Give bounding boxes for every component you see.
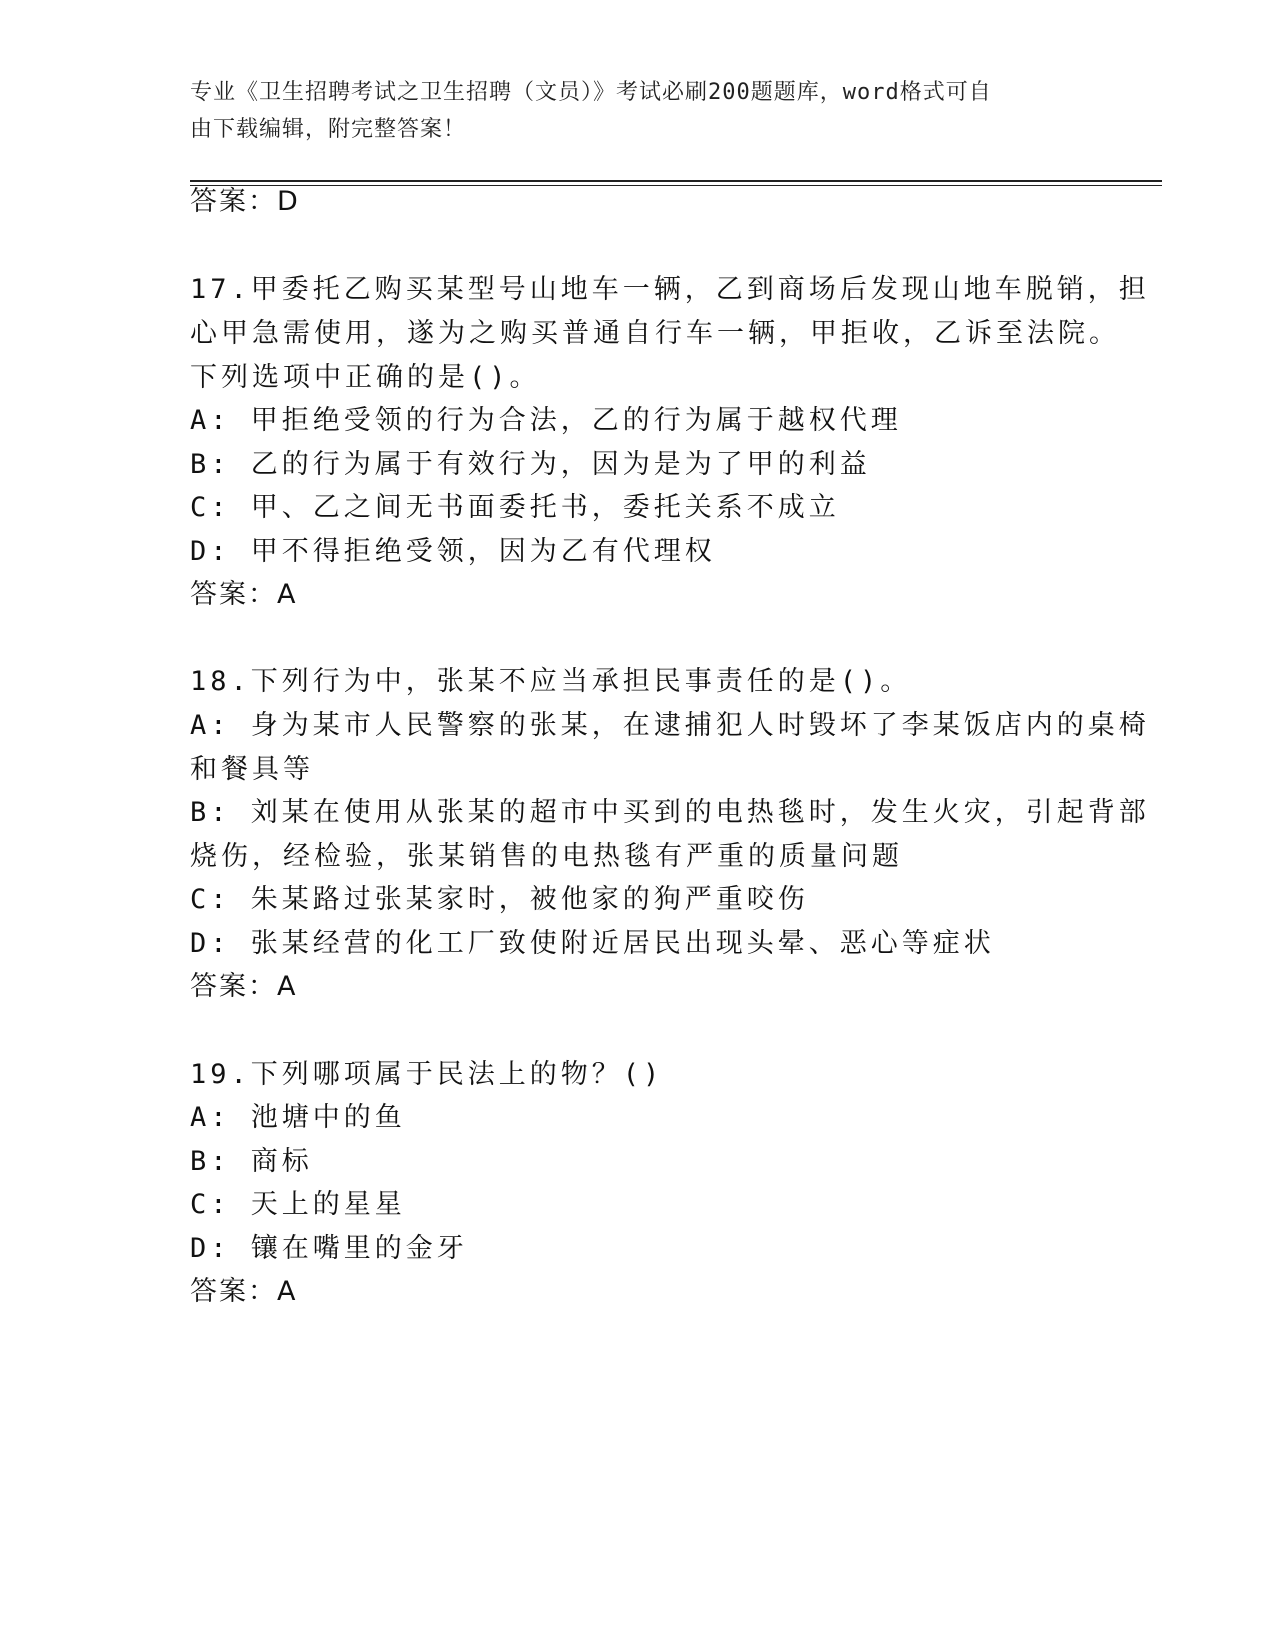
question-19-option-b: B: 商标	[190, 1146, 313, 1177]
question-18-option-c: C: 朱某路过张某家时，被他家的狗严重咬伤	[190, 884, 809, 915]
header-divider-thick	[190, 180, 1162, 182]
question-19-option-d: D: 镶在嘴里的金牙	[190, 1233, 468, 1264]
question-19-answer: 答案：A	[190, 1276, 298, 1307]
question-18-option-b: B: 刘某在使用从张某的超市中买到的电热毯时，发生火灾，引起背部	[190, 797, 1150, 828]
question-17-answer: 答案：A	[190, 579, 298, 610]
question-18-option-a-cont: 和餐具等	[190, 754, 314, 785]
question-17-option-d: D: 甲不得拒绝受领，因为乙有代理权	[190, 536, 716, 567]
question-18-option-d: D: 张某经营的化工厂致使附近居民出现头晕、恶心等症状	[190, 928, 995, 959]
question-18-option-a: A: 身为某市人民警察的张某，在逮捕犯人时毁坏了李某饭店内的桌椅	[190, 710, 1150, 741]
previous-answer: 答案：D	[190, 186, 300, 217]
question-18-line-1: 18.下列行为中，张某不应当承担民事责任的是()。	[190, 666, 912, 697]
header-line-1: 专业《卫生招聘考试之卫生招聘（文员）》考试必刷200题题库，word格式可自	[190, 80, 992, 105]
question-17-line-1: 17.甲委托乙购买某型号山地车一辆，乙到商场后发现山地车脱销，担	[190, 274, 1150, 305]
question-17-option-a: A: 甲拒绝受领的行为合法，乙的行为属于越权代理	[190, 405, 902, 436]
question-17-line-3: 下列选项中正确的是()。	[190, 362, 541, 393]
question-19-option-c: C: 天上的星星	[190, 1189, 406, 1220]
header-line-2: 由下载编辑，附完整答案！	[190, 117, 467, 142]
question-19-line-1: 19.下列哪项属于民法上的物？()	[190, 1059, 664, 1090]
question-17-line-2: 心甲急需使用，遂为之购买普通自行车一辆，甲拒收，乙诉至法院。	[190, 318, 1120, 349]
question-18-option-b-cont: 烧伤，经检验，张某销售的电热毯有严重的质量问题	[190, 841, 903, 872]
document-header	[190, 74, 1090, 148]
question-17-option-c: C: 甲、乙之间无书面委托书，委托关系不成立	[190, 492, 840, 523]
question-18-answer: 答案：A	[190, 971, 298, 1002]
question-19-option-a: A: 池塘中的鱼	[190, 1102, 406, 1133]
question-17-option-b: B: 乙的行为属于有效行为，因为是为了甲的利益	[190, 449, 871, 480]
